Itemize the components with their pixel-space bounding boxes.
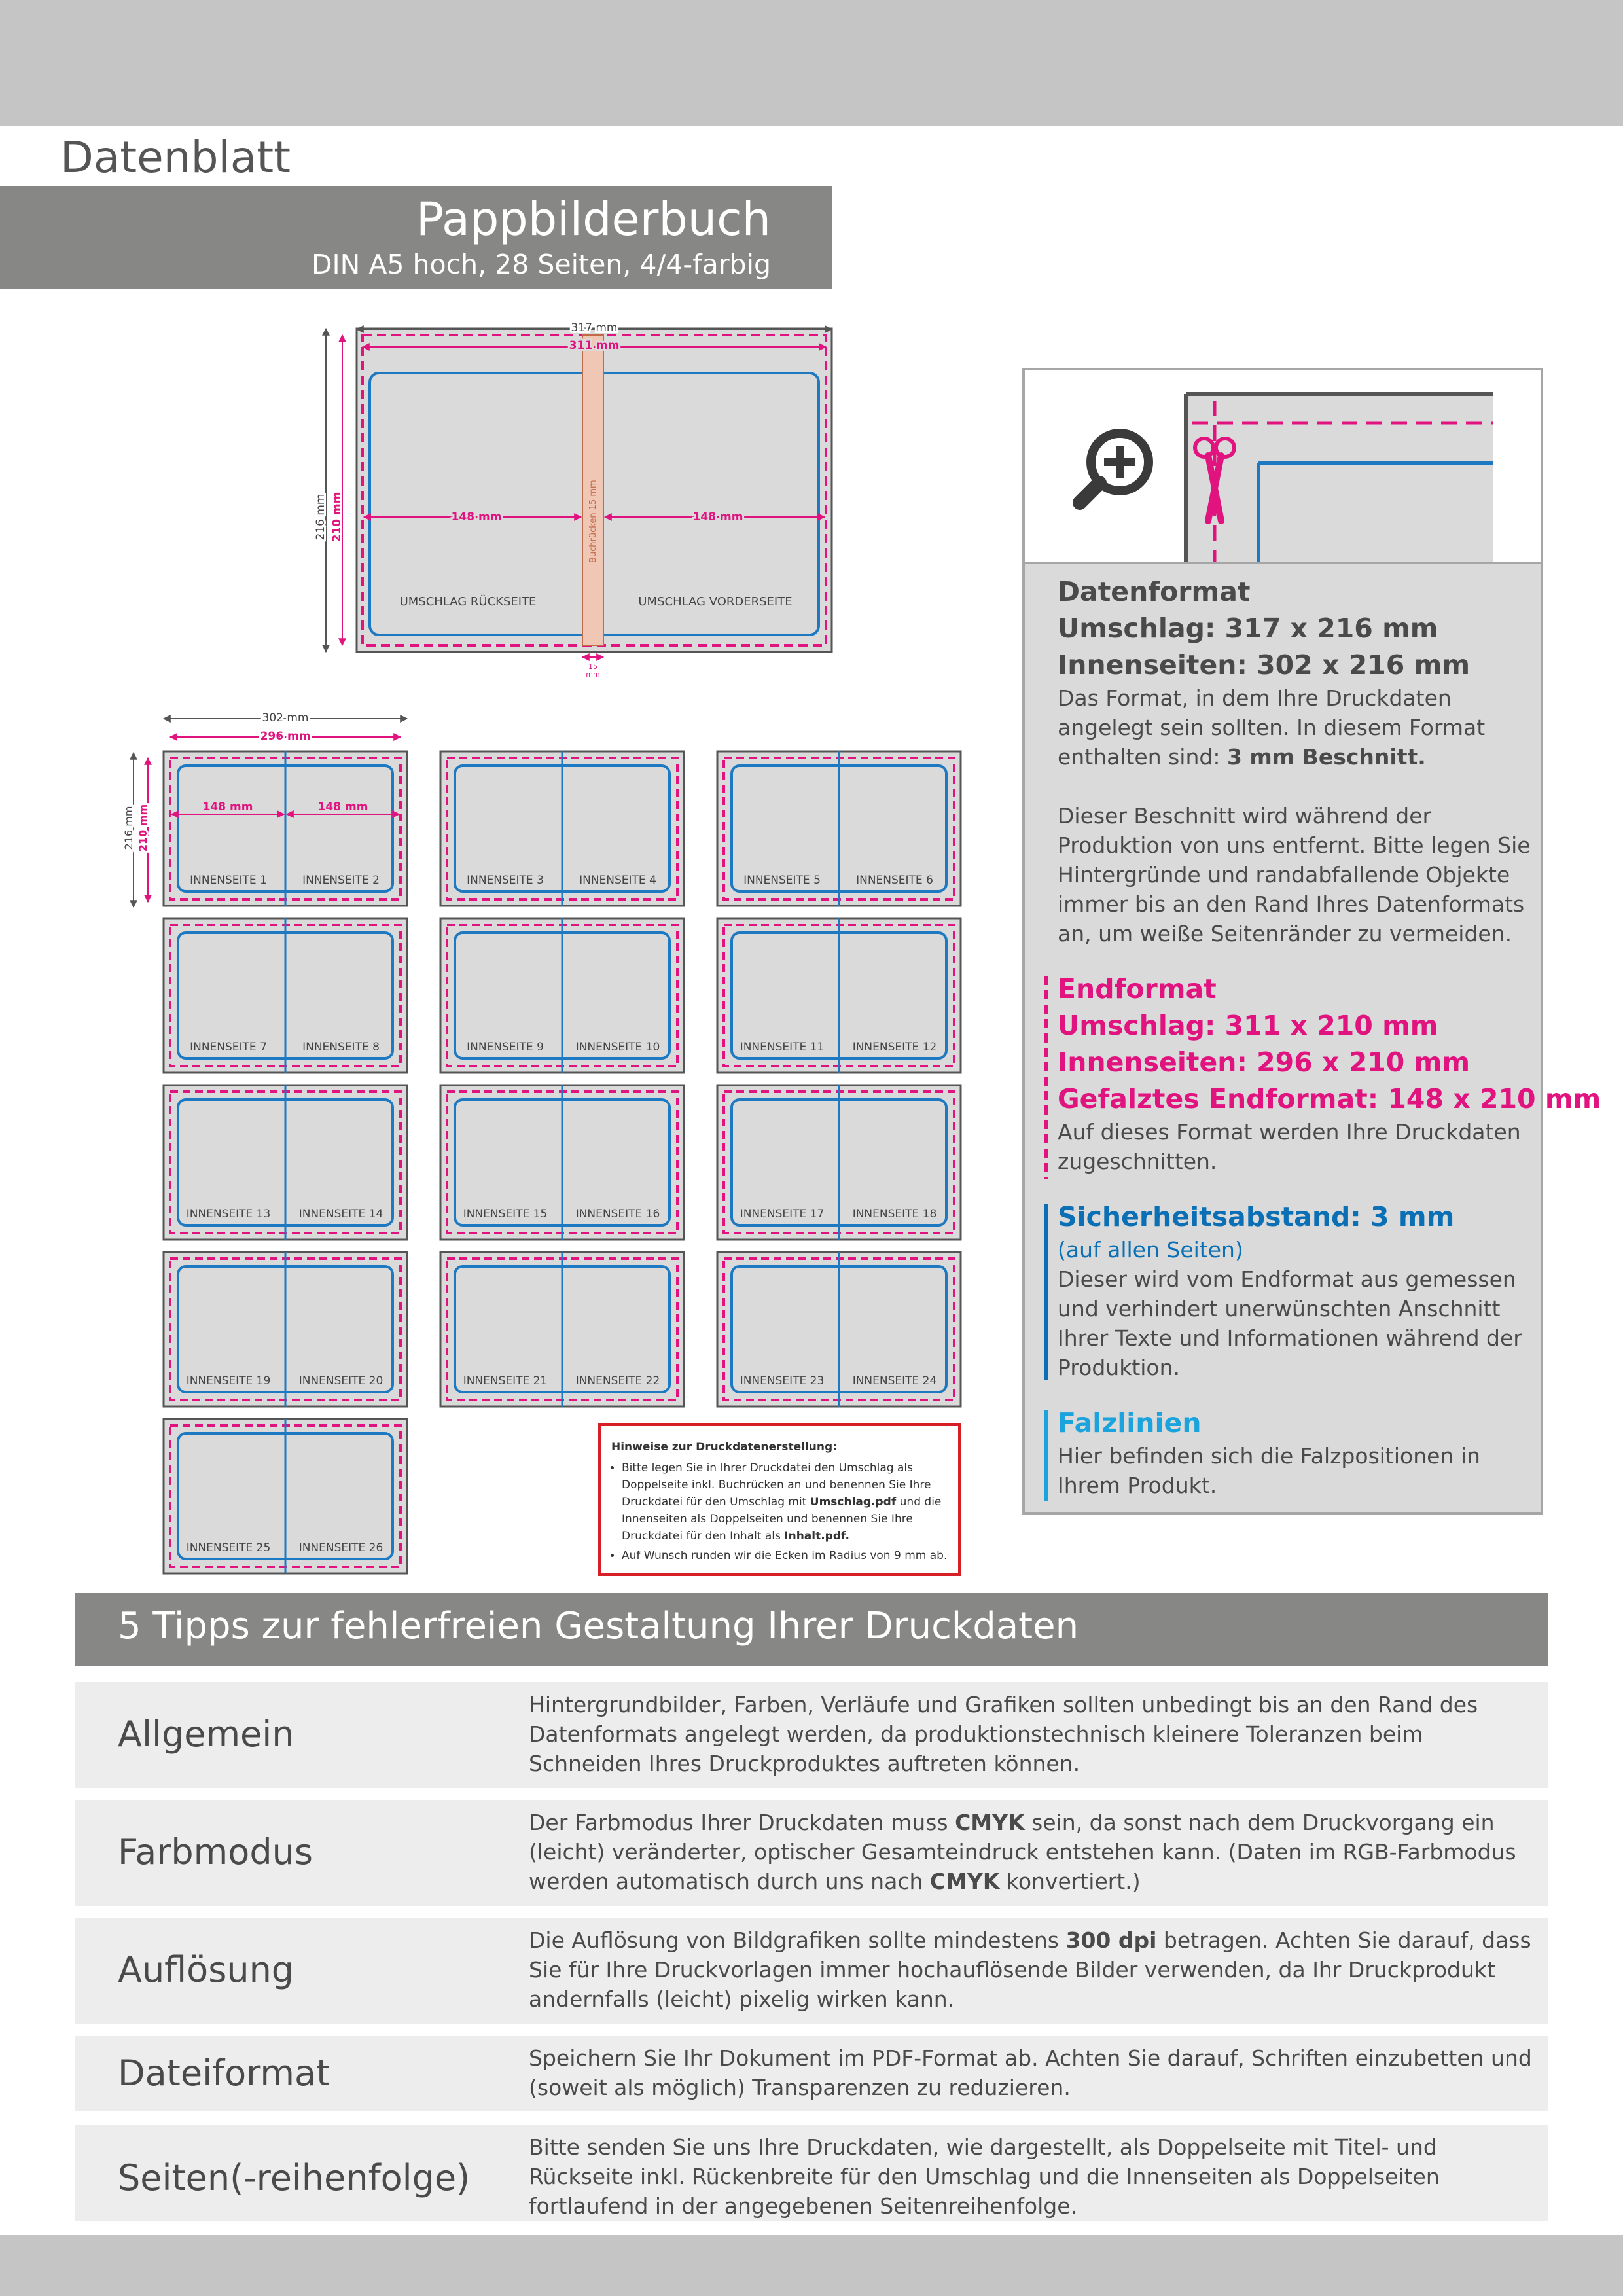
spread-3 [717,751,961,906]
info-box [1022,368,1601,1515]
tip-label: Seiten(-reihenfolge) [118,2157,471,2198]
tip-text: Bitte senden Sie uns Ihre Druckdaten, wie dargestellt, als Doppelseite mit Titel- und Rückseite inkl. Rückenbreite für den Umschlag und die Innenseiten als Doppelseiten fortlaufend in der angegebenen Seitenreihenfolge. [529,2134,1440,2219]
bottom-band [0,2235,1623,2296]
magnifier-plus-icon [1080,433,1149,503]
cover-spine-label: Buchrücken 15 mm [588,480,598,563]
endformat-heading: Endformat [1058,973,1217,1005]
spread-right-label: INNENSEITE 24 [852,1374,937,1388]
spread-9 [717,1085,961,1240]
datasheet-tab [0,126,326,186]
falz-heading: Falzlinien [1058,1407,1202,1439]
endformat-folded: Gefalztes Endformat: 148 x 210 mm [1058,1083,1601,1115]
datenformat-cover: Umschlag: 317 x 216 mm [1058,613,1438,644]
cover-diagram [314,321,832,679]
spread-left-label: INNENSEITE 3 [467,874,544,887]
spread-right-label: INNENSEITE 16 [575,1208,660,1221]
info-illustration [1025,370,1541,564]
spread-right-label: INNENSEITE 18 [852,1208,937,1221]
endformat-marker [1044,976,1048,1179]
spread-left-label: INNENSEITE 17 [740,1208,825,1221]
notice-bold: Inhalt.pdf. [784,1530,849,1543]
cover-spine-unit-label: mm [586,670,600,679]
cover-spine-width-label: 15 [588,662,597,671]
spread-7 [164,1085,407,1240]
spread-right-label: INNENSEITE 10 [575,1041,660,1054]
datenformat-desc [1058,683,1535,772]
spread-2 [440,751,684,906]
cover-half-left-label: 148 mm [451,511,502,524]
spread-left-label: INNENSEITE 19 [186,1374,271,1388]
cover-height-total-label: 216 mm [314,493,327,541]
spread-4 [164,918,407,1073]
layout-diagram [0,295,969,1584]
spread-right-label: INNENSEITE 12 [852,1041,937,1054]
notice-heading: Hinweise zur Druckdatenerstellung: [611,1441,837,1454]
datenformat-text: Das Format, in dem Ihre Druckdaten angelegt sein sollten. In diesem Format enthalten sind: [1058,685,1486,770]
endformat-section [1058,971,1601,1176]
notice-item: • Auf Wunsch runden wir die Ecken im Radius von 9 mm ab. [622,1547,948,1564]
spread-8 [440,1085,684,1240]
tip-row-dateiformat [75,2036,1548,2111]
spread-left-label: INNENSEITE 7 [190,1041,267,1054]
falz-section [1058,1405,1535,1500]
inner-width-final-label: 296 mm [260,730,311,743]
spread-10 [164,1252,407,1407]
notice-bold: Umschlag.pdf [810,1496,897,1509]
tip-row-seiten [75,2125,1548,2221]
tip-text [529,1926,1537,2014]
datasheet-label: Datenblatt [60,132,291,183]
tip-text-bold: CMYK [955,1810,1025,1835]
spread-right-label: INNENSEITE 4 [579,874,656,887]
tip-text-bold: 300 dpi [1065,1928,1157,1953]
cover-front-label: UMSCHLAG VORDERSEITE [638,595,793,609]
spread-left-label: INNENSEITE 11 [740,1041,825,1054]
product-subtitle: DIN A5 hoch, 28 Seiten, 4/4-farbig [311,249,771,280]
tip-text [529,1808,1537,1896]
spread-right-label: INNENSEITE 2 [302,874,380,887]
product-title: Pappbilderbuch [416,192,771,246]
falz-marker [1044,1410,1048,1501]
cover-width-final-label: 311 mm [569,339,620,352]
spread-right-label: INNENSEITE 14 [298,1208,383,1221]
datenformat-heading: Datenformat [1058,576,1251,607]
tip-text-bold: CMYK [929,1869,1000,1894]
tip-row-aufloesung [75,1918,1548,2024]
spread-right-label: INNENSEITE 22 [575,1374,660,1388]
info-text [1058,573,1601,1522]
datenformat-inner: Innenseiten: 302 x 216 mm [1058,649,1471,681]
tip-row-allgemein [75,1682,1548,1788]
tip-text-part: sein, da sonst nach dem Druckvorgang ein (leicht) veränderter, optischer Gesamteindruck entstehen kann. (Daten im RGB-Farbmodus werden automatisch durch uns nach [529,1810,1516,1894]
top-band [0,0,1623,126]
tip-text-part: betragen. Achten Sie darauf, dass Sie für Ihre Druckvorlagen immer hochauflösende Bilder verwenden, da Ihr Druckprodukt andernfalls (leicht) pixelig wirken kann. [529,1928,1531,2012]
spread-13 [164,1419,407,1573]
notice-item [622,1460,948,1545]
sicherheit-sub: (auf allen Seiten) [1058,1237,1243,1263]
endformat-cover: Umschlag: 311 x 210 mm [1058,1010,1438,1041]
spread-12 [717,1252,961,1407]
tips-heading-bar [75,1593,1548,1666]
inner-half-left-label: 148 mm [202,800,253,814]
title-bar [0,186,832,289]
tip-text-part: Die Auflösung von Bildgrafiken sollte mindestens [529,1928,1066,1953]
endformat-desc: Auf dieses Format werden Ihre Druckdaten zugeschnitten. [1058,1119,1521,1174]
falz-desc: Hier befinden sich die Falzpositionen in Ihrem Produkt. [1058,1443,1480,1498]
cover-back-label: UMSCHLAG RÜCKSEITE [399,595,537,609]
spread-right-label: INNENSEITE 8 [302,1041,380,1054]
sicherheit-section [1058,1198,1535,1382]
spread-left-label: INNENSEITE 25 [186,1541,271,1554]
spread-right-label: INNENSEITE 6 [856,874,933,887]
tips-heading: 5 Tipps zur fehlerfreien Gestaltung Ihrer Druckdaten [118,1605,1079,1647]
spread-11 [440,1252,684,1407]
spread-1 [164,751,407,906]
spread-6 [717,918,961,1073]
inner-height-final-label: 210 mm [137,804,149,852]
tip-label: Allgemein [118,1713,294,1755]
notice-text: Bitte legen Sie in Ihrer Druckdatei den Umschlag als Doppelseite inkl. Buchrücken an und benennen Sie Ihre Druckdatei für den Umschlag mit [622,1462,931,1509]
tip-text: Hintergrundbilder, Farben, Verläufe und Grafiken sollten unbedingt bis an den Rand des Datenformats angelegt werden, da produktionstechnisch kleinere Toleranzen beim Schneiden Ihres Druckproduktes auftreten können. [529,1692,1478,1776]
sicherheit-marker [1044,1204,1048,1380]
sicherheit-desc: Dieser wird vom Endformat aus gemessen und verhindert unerwünschten Anschnitt Ihrer Texte und Informationen während der Produktion. [1058,1266,1522,1380]
tip-row-farbmodus [75,1800,1548,1906]
notice-text: und die Innenseiten als Doppelseiten und benennen Sie Ihre Druckdatei für den Inhalt als [622,1496,942,1543]
datenformat-section [1058,573,1535,948]
spread-right-label: INNENSEITE 26 [298,1541,383,1554]
spread-left-label: INNENSEITE 23 [740,1374,825,1388]
sicherheit-heading: Sicherheitsabstand: 3 mm [1058,1201,1455,1232]
cover-height-final-label: 210 mm [330,492,344,543]
datenformat-note: Dieser Beschnitt wird während der Produktion von uns entfernt. Bitte legen Sie Hintergründe und randabfallende Objekte immer bis an den Rand Ihres Datenformats an, um weiße Seitenränder zu vermeiden. [1058,803,1531,946]
inner-half-right-label: 148 mm [317,800,368,814]
cover-half-right-label: 148 mm [692,511,743,524]
inner-width-total-label: 302 mm [262,711,309,725]
endformat-inner: Innenseiten: 296 x 210 mm [1058,1047,1471,1078]
tip-label: Auflösung [118,1949,294,1990]
tip-text: Speichern Sie Ihr Dokument im PDF-Format ab. Achten Sie darauf, Schriften einzubetten und (soweit als möglich) Transparenzen zu reduzieren. [529,2045,1532,2100]
tip-label: Dateiformat [118,2053,330,2094]
spread-5 [440,918,684,1073]
spread-left-label: INNENSEITE 15 [463,1208,548,1221]
spread-left-label: INNENSEITE 5 [743,874,821,887]
spread-left-label: INNENSEITE 9 [467,1041,544,1054]
spread-left-label: INNENSEITE 13 [186,1208,271,1221]
cover-width-total-label: 317 mm [571,321,618,334]
spread-right-label: INNENSEITE 20 [298,1374,383,1388]
datenformat-bleed: 3 mm Beschnitt. [1226,744,1426,770]
tip-text-part: Der Farbmodus Ihrer Druckdaten muss [529,1810,955,1835]
inner-height-total-label: 216 mm [122,806,135,850]
spread-left-label: INNENSEITE 1 [190,874,267,887]
tip-label: Farbmodus [118,1831,313,1873]
spread-left-label: INNENSEITE 21 [463,1374,548,1388]
notice-box [598,1423,961,1576]
tip-text-part: konvertiert.) [999,1869,1141,1894]
